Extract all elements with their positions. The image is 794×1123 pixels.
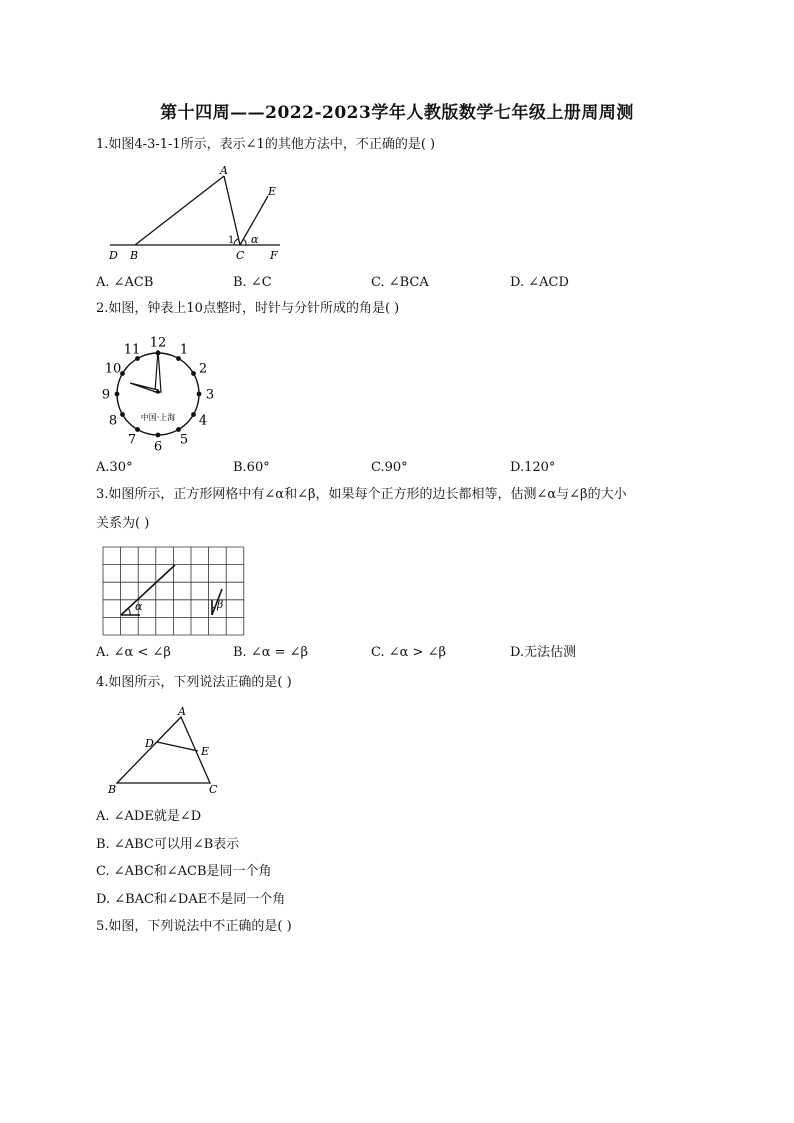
clock-number: 2 (198, 361, 208, 377)
clock-number: 4 (198, 413, 208, 429)
q3-option-a[interactable]: A. ∠α < ∠β (96, 645, 171, 660)
label-alpha: α (135, 600, 143, 613)
clock-hour-hand (130, 383, 158, 392)
label-C: C (236, 249, 245, 262)
q3-option-b[interactable]: B. ∠α = ∠β (233, 645, 309, 660)
label-alpha: α (251, 233, 259, 246)
label-D: D (145, 737, 154, 750)
clock-dot (191, 412, 196, 417)
q4-option-d[interactable]: D. ∠BAC和∠DAE不是同一个角 (96, 892, 286, 907)
q1-option-d[interactable]: D. ∠ACD (510, 275, 569, 290)
label-D: D (109, 249, 118, 262)
question-2-stem: 2.如图，钟表上10点整时，时针与分针所成的角是( ) (96, 301, 400, 316)
q3-option-d[interactable]: D.无法估测 (510, 645, 577, 660)
clock-number: 5 (179, 432, 189, 448)
clock-minute-hand (155, 350, 161, 392)
question-3-stem-line1: 3.如图所示，正方形网格中有∠α和∠β，如果每个正方形的边长都相等，估测∠α与∠β的大小 (96, 487, 627, 502)
clock-center (156, 390, 160, 394)
grid-lines (103, 547, 244, 635)
clock-number: 7 (127, 432, 137, 448)
clock-number: 9 (101, 387, 111, 403)
clock-dot (115, 392, 120, 397)
q2-option-d[interactable]: D.120° (510, 460, 556, 475)
clock-dot (176, 427, 181, 432)
label-E: E (201, 745, 210, 758)
clock-dot (191, 371, 196, 376)
label-E: E (268, 185, 277, 198)
q1-option-b[interactable]: B. ∠C (233, 275, 272, 290)
alpha-arc (128, 608, 130, 615)
question-3-stem-line2: 关系为( ) (96, 516, 150, 531)
q3-option-c[interactable]: C. ∠α > ∠β (371, 645, 446, 660)
page-title: 第十四周——2022-2023学年人教版数学七年级上册周周测 (160, 103, 634, 123)
label-B: B (108, 783, 117, 796)
clock-number: 1 (179, 342, 189, 358)
question-1-figure (100, 164, 300, 264)
q4-option-b[interactable]: B. ∠ABC可以用∠B表示 (96, 837, 240, 852)
label-beta: β (217, 598, 224, 611)
clock-number: 8 (108, 413, 118, 429)
clock-dot (197, 392, 202, 397)
question-2-clock-figure (100, 330, 220, 452)
clock-number: 3 (205, 387, 215, 403)
q4-option-a[interactable]: A. ∠ADE就是∠D (96, 809, 202, 824)
question-1-stem: 1.如图4-3-1-1所示，表示∠1的其他方法中，不正确的是( ) (96, 137, 436, 152)
label-C: C (209, 783, 218, 796)
clock-brand-text: 中国·上海 (140, 413, 176, 422)
clock-dot (156, 433, 161, 438)
clock-number: 6 (153, 439, 163, 452)
q4-option-c[interactable]: C. ∠ABC和∠ACB是同一个角 (96, 864, 272, 879)
label-angle-1: 1 (228, 235, 235, 246)
alpha-ray-slanted (121, 565, 175, 615)
question-3-grid-figure (100, 544, 248, 636)
clock-number: 11 (123, 342, 141, 358)
question-4-stem: 4.如图所示，下列说法正确的是( ) (96, 675, 292, 690)
label-A: A (220, 164, 228, 177)
label-B: B (130, 249, 139, 262)
question-5-stem: 5.如图，下列说法中不正确的是( ) (96, 919, 292, 934)
clock-dot (135, 427, 140, 432)
q2-option-b[interactable]: B.60° (233, 460, 270, 475)
question-4-triangle-figure (100, 703, 230, 798)
q2-option-a[interactable]: A.30° (96, 460, 133, 475)
label-A: A (178, 705, 186, 718)
clock-dot (120, 412, 125, 417)
clock-number: 12 (149, 335, 167, 351)
q2-option-c[interactable]: C.90° (371, 460, 408, 475)
angle-1-arc (234, 239, 238, 245)
label-F: F (270, 249, 278, 262)
q1-option-a[interactable]: A. ∠ACB (96, 275, 154, 290)
segment-de (157, 742, 198, 751)
segment-ab (135, 176, 224, 245)
q1-option-c[interactable]: C. ∠BCA (371, 275, 429, 290)
clock-number: 10 (104, 361, 122, 377)
